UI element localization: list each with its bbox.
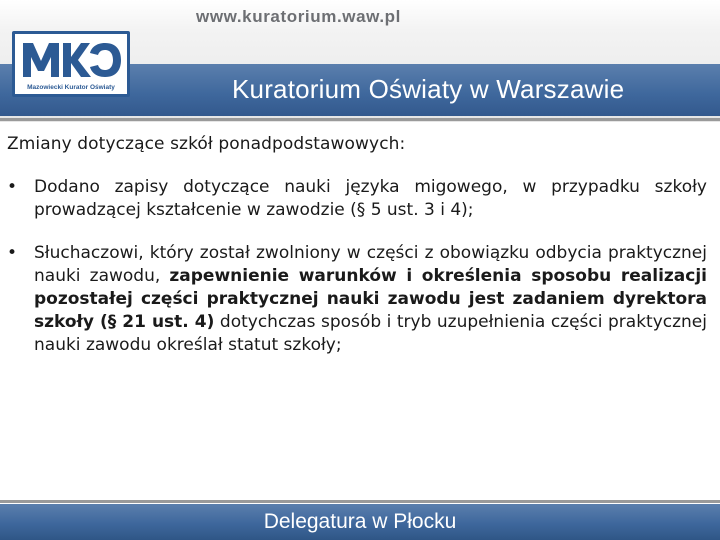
slide-content [7, 132, 707, 357]
bullet-list [7, 176, 707, 357]
intro-text: Zmiany dotyczące szkół ponadpodstawowych: [7, 134, 406, 154]
bullet-text-part2: dotychczas sposób i tryb uzupełnienia części praktycznej nauki zawodu określał statut szkoły; [34, 312, 707, 355]
header-divider [0, 118, 720, 121]
bullet-text-bold: zapewnienie warunków i określenia sposobu realizacji pozostałej części praktycznej nauki zawodu jest zadaniem dyrektora szkoły (§ 21 ust. 4) [34, 266, 707, 332]
bullet-item-practical-training [7, 242, 707, 357]
site-url: www.kuratorium.waw.pl [196, 7, 401, 26]
bullet-item-sign-language [7, 176, 707, 222]
bullet-marker: • [7, 243, 18, 263]
bullet-text: Dodano zapisy dotyczące nauki języka migowego, w przypadku szkoły prowadzącej kształcenie w zawodzie (§ 5 ust. 3 i 4); [34, 177, 707, 220]
footer-text: Delegatura w Płocku [263, 510, 457, 533]
logo-caption: Mazowiecki Kurator Oświaty [27, 84, 115, 91]
mko-logo-icon [19, 37, 123, 83]
bullet-text-part1: Słuchaczowi, który został zwolniony w części z obowiązku odbycia praktycznej nauki zawodu, [34, 243, 707, 286]
header-title: Kuratorium Oświaty w Warszawie [232, 74, 625, 104]
footer-divider [0, 500, 720, 503]
bullet-marker: • [7, 177, 18, 197]
mko-logo [12, 31, 130, 97]
